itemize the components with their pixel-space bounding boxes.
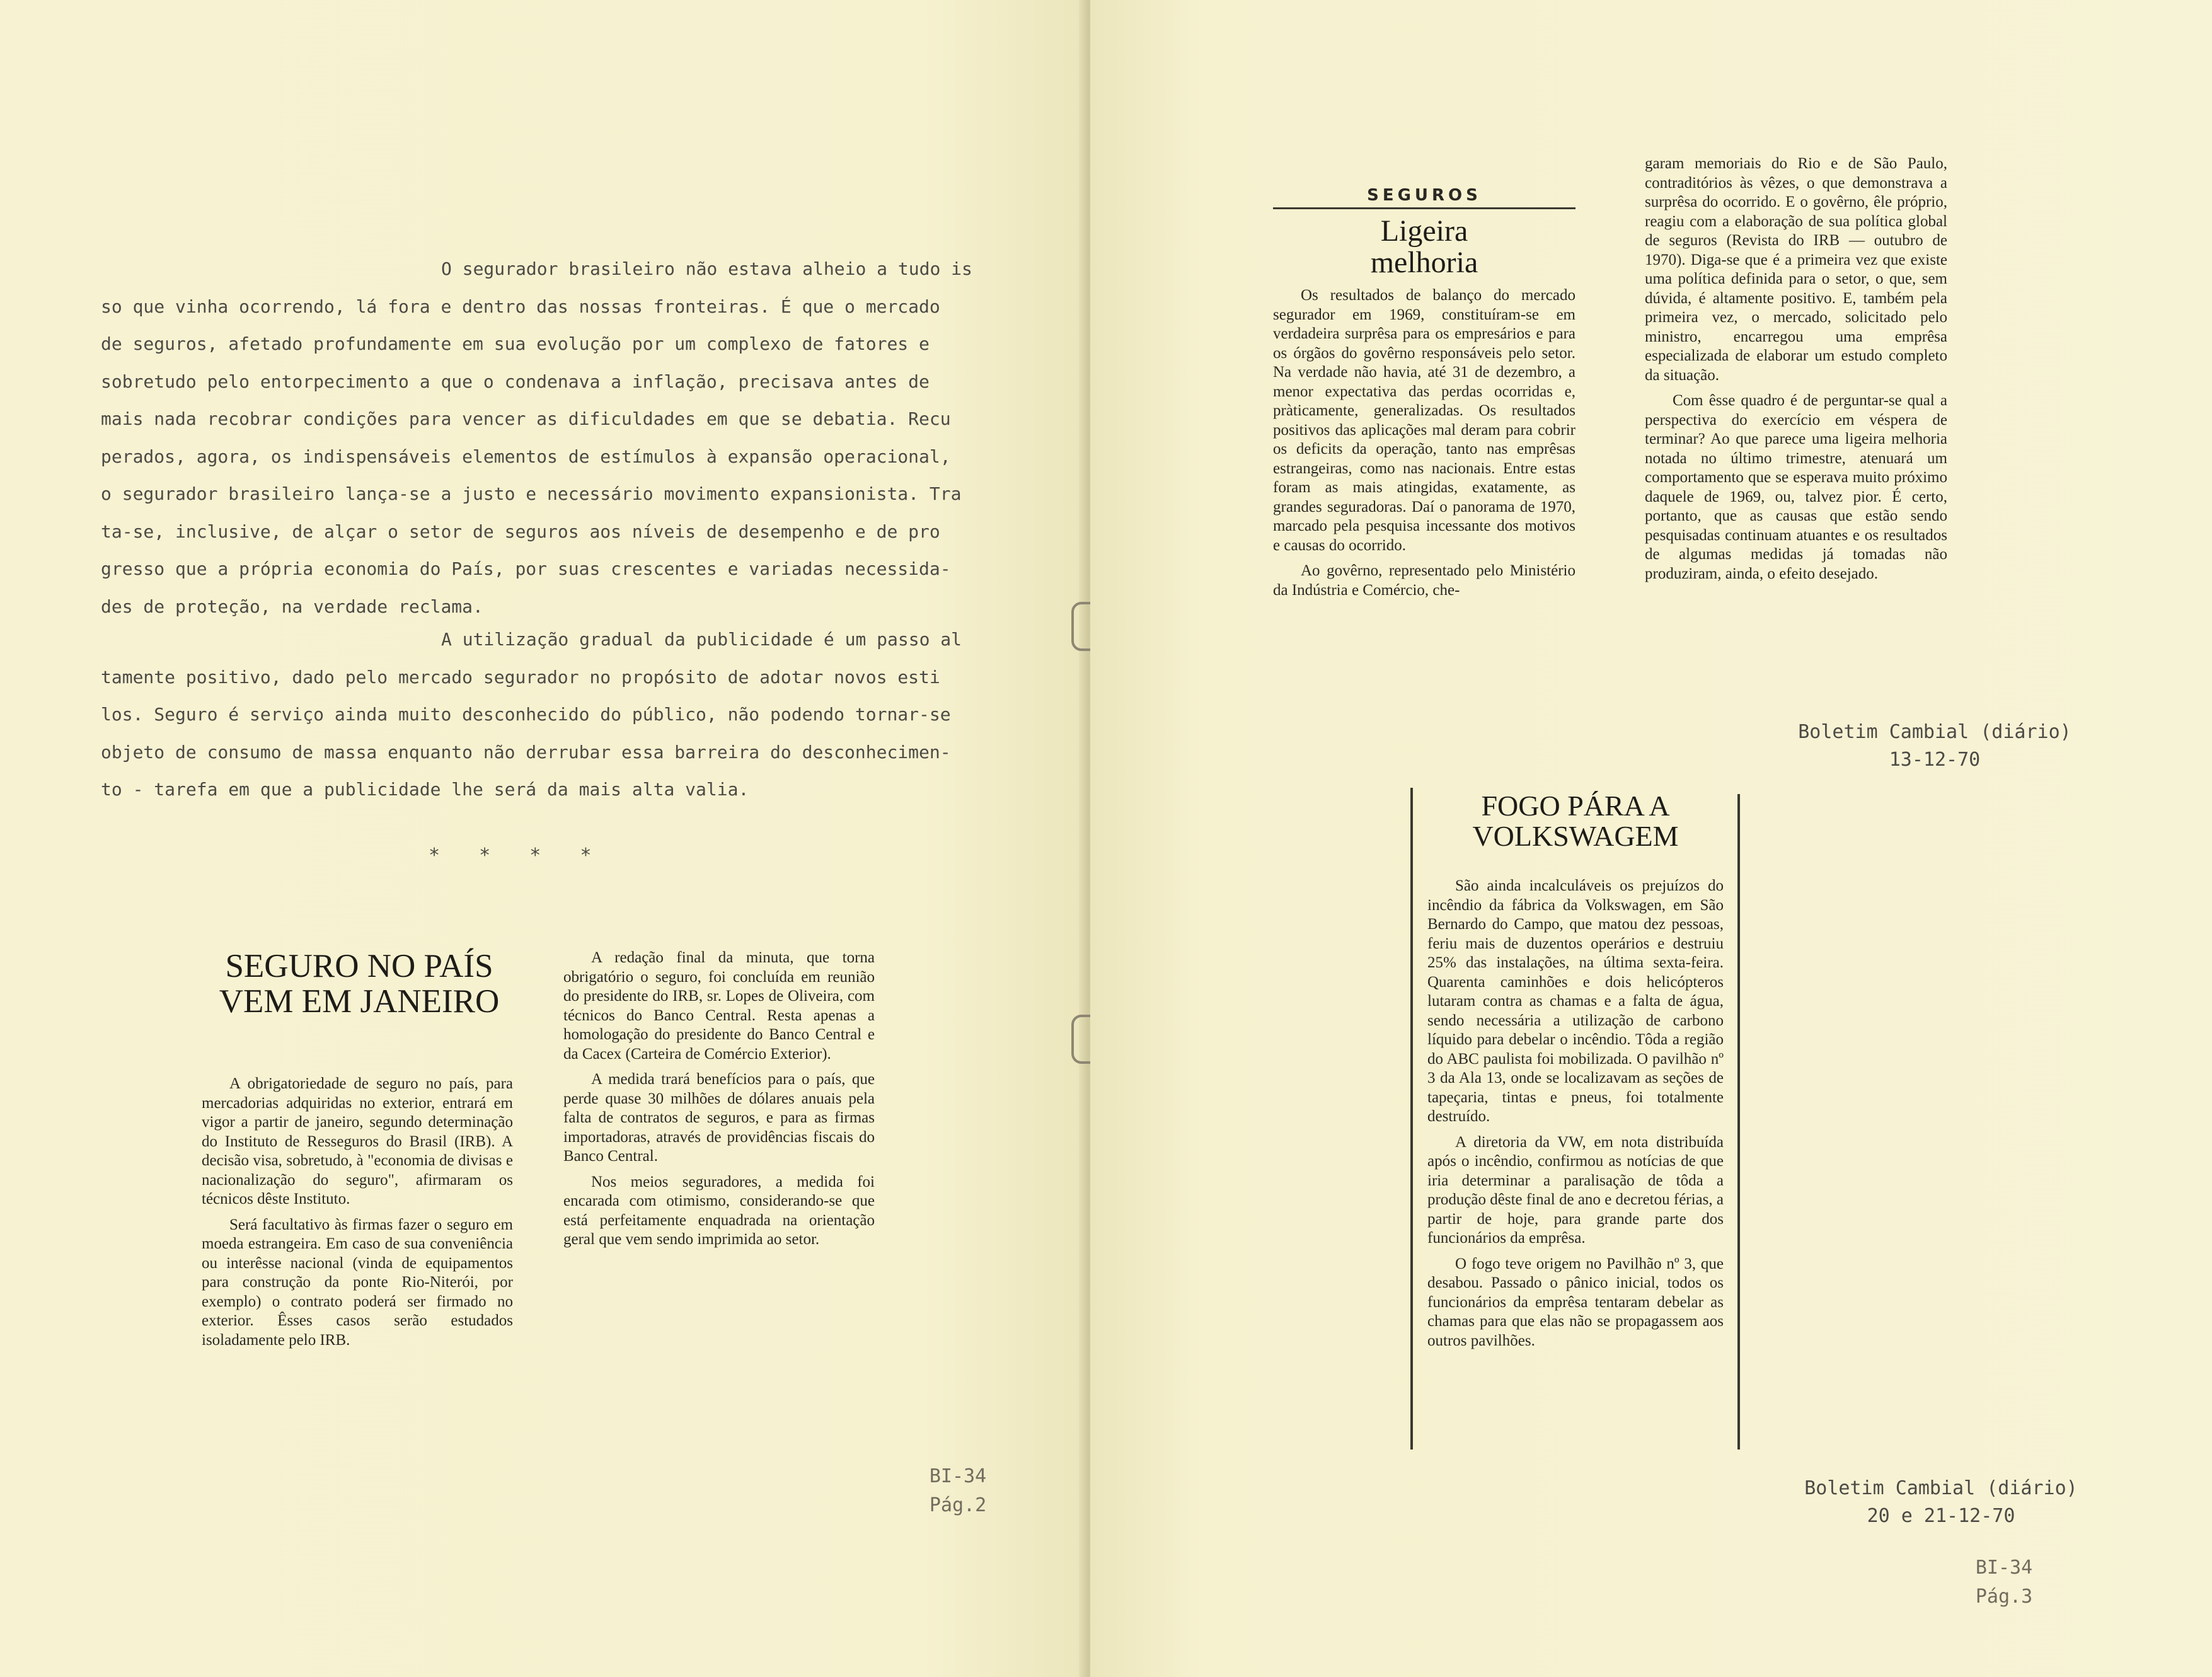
page-code: BI-34 <box>929 1465 987 1487</box>
text-line: o segurador brasileiro lança-se a justo e necessário movimento expansionista. Tra <box>101 483 962 504</box>
headline-line: VOLKSWAGEM <box>1472 820 1679 852</box>
text-line: A utilização gradual da publicidade é um passo al <box>441 629 962 650</box>
section-kicker: SEGUROS <box>1273 186 1575 209</box>
column-rule <box>1737 794 1740 1449</box>
source-boletim-cambial-1 <box>1752 718 2117 774</box>
clipping-seguro-no-pais <box>202 948 895 1472</box>
headline-line: SEGURO NO PAÍS <box>225 948 493 984</box>
article-paragraph: garam memoriais do Rio e de São Paulo, contraditórios às vêzes, o que demonstrava a surprêsa do ocorrido. E o govêrno, êle próprio, reagiu com a elaboração de sua política global de seguros (Revista do IRB — outubro de 1970). Diga-se que é a primeira vez que existe uma política definida para o setor, o que, sem dúvida, é altamente positivo. E, também pela primeira vez, o mercado, solicitado pelo ministro, encarregou uma emprêsa especializada de elaborar um estudo completo da situação. <box>1645 155 1947 384</box>
clipping-column-2 <box>1645 154 1947 590</box>
text-line: tamente positivo, dado pelo mercado segurador no propósito de adotar novos esti <box>101 666 940 688</box>
text-line: so que vinha ocorrendo, lá fora e dentro das nossas fronteiras. É que o mercado <box>101 296 940 317</box>
article-column-2 <box>563 948 875 1256</box>
clipping-fogo-volkswagem <box>1427 791 1724 1453</box>
clipping-headline <box>202 948 517 1019</box>
intro-paragraph-1 <box>101 250 1008 625</box>
article-body <box>1427 877 1724 1351</box>
article-column-1 <box>202 1075 513 1356</box>
page-code: BI-34 <box>1975 1557 2033 1579</box>
text-line: gresso que a própria economia do País, por suas crescentes e variadas necessida- <box>101 558 951 579</box>
page-footer <box>1947 1553 2061 1611</box>
text-line: los. Seguro é serviço ainda muito desconhecido do público, não podendo tornar-se <box>101 704 951 725</box>
text-line: objeto de consumo de massa enquanto não derrubar essa barreira do desconhecimen- <box>101 741 951 763</box>
section-separator: * * * * <box>429 844 606 867</box>
article-paragraph: Será facultativo às firmas fazer o seguro em moeda estrangeira. Em caso de sua conveniência ou interêsse nacional (vinda de equipamentos para construção da ponte Rio-Niterói, por exemplo) o contrato poderá ser firmado no exterior. Êsses casos serão estudados isoladamente pelo IRB. <box>202 1216 513 1349</box>
source-title: Boletim Cambial (diário) <box>1798 721 2071 743</box>
article-paragraph: Nos meios seguradores, a medida foi encarada com otimismo, considerando-se que está perfeitamente enquadrada na orientação geral que vem sendo imprimida ao setor. <box>563 1173 875 1248</box>
source-title: Boletim Cambial (diário) <box>1804 1477 2078 1499</box>
text-line: de seguros, afetado profundamente em sua evolução por um complexo de fatores e <box>101 333 930 354</box>
text-line: to - tarefa em que a publicidade lhe será da mais alta valia. <box>101 779 749 800</box>
article-paragraph: A redação final da minuta, que torna obrigatório o seguro, foi concluída em reunião do presidente do IRB, sr. Lopes de Oliveira, com técnicos do Banco Central. Resta apenas a homologação do presidente do Banco Central e da Cacex (Carteira de Comércio Exterior). <box>563 949 875 1063</box>
column-rule <box>1410 788 1413 1449</box>
headline-line: VEM EM JANEIRO <box>219 983 500 1020</box>
article-paragraph: São ainda incalculáveis os prejuízos do incêndio da fábrica da Volkswagen, em São Bernardo do Campo, que matou dez pessoas, feriu mais de duzentos operários e destruiu 25% das instalações, na última sexta-feira. Quarenta caminhões e dois helicópteros lutaram contra as chamas e a falta de água, sendo necessária a utilização de carbono líquido para debelar o incêndio. Tôda a região do ABC paulista foi mobilizada. O pavilhão nº 3 da Ala 13, onde se localizavam as seções de tapeçaria, tintas e pneus, foi totalmente destruído. <box>1427 877 1724 1125</box>
headline-line: Ligeira <box>1380 214 1468 248</box>
page-footer <box>901 1462 1015 1520</box>
article-paragraph: A diretoria da VW, em nota distribuída após o incêndio, confirmou as notícias de que iria determinar a paralisação de tôda a produção dêste final de ano e decretou férias, a partir de hoje, para grande parte dos funcionários da emprêsa. <box>1427 1133 1724 1247</box>
text-line: des de proteção, na verdade reclama. <box>101 596 483 617</box>
article-paragraph: Os resultados de balanço do mercado segurador em 1969, constituíram-se em verdadeira surprêsa para os empresários e para os órgãos do govêrno responsáveis pelo setor. Na verdade não havia, até 31 de dezembro, a menor expectativa das perdas ocorridas e, pràticamente, generalizadas. Os resultados positivos das aplicações mal deram para cobrir os deficits da operação, tanto nas emprêsas estrangeiras, como nas nacionais. Entre estas foram as mais atingidas, exatamente, as grandes seguradoras. Daí o panorama de 1970, marcado pela pesquisa incessante dos motivos e causas do ocorrido. <box>1273 287 1575 554</box>
headline-line: melhoria <box>1370 246 1478 279</box>
text-line: perados, agora, os indispensáveis elementos de estímulos à expansão operacional, <box>101 446 951 467</box>
clipping-ligeira-melhoria <box>1273 154 2130 677</box>
intro-paragraph-2 <box>101 621 1008 809</box>
source-boletim-cambial-2 <box>1758 1475 2124 1530</box>
text-line: mais nada recobrar condições para vencer as dificuldades em que se debatia. Recu <box>101 408 951 429</box>
text-line: ta-se, inclusive, de alçar o setor de seguros aos níveis de desempenho e de pro <box>101 521 940 542</box>
article-paragraph: O fogo teve origem no Pavilhão nº 3, que desabou. Passado o pânico inicial, todos os funcionários da emprêsa tentaram debelar as chamas para que elas não se propagassem aos outros pavilhões. <box>1427 1255 1724 1349</box>
page-number: Pág.2 <box>929 1494 987 1516</box>
article-paragraph: A medida trará benefícios para o país, que perde quase 30 milhões de dólares anuais pela falta de contratos de seguros, e para as firmas importadoras, através de providências fiscais do Banco Central. <box>563 1071 875 1165</box>
right-page <box>1090 0 2212 1677</box>
article-paragraph: Com êsse quadro é de perguntar-se qual a perspectiva do exercício em véspera de terminar? Ao que parece uma ligeira melhoria notada no último trimestre, atenuará um comportamento que se esperava muito próximo daquele de 1969, ou, talvez pior. É certo, portanto, que as causas que estão sendo pesquisadas continuam atuantes e os resultados de algumas medidas já tomadas não produziram, ainda, o efeito desejado. <box>1645 392 1947 582</box>
headline-line: FOGO PÁRA A <box>1481 790 1670 822</box>
text-line: sobretudo pelo entorpecimento a que o condenava a inflação, precisava antes de <box>101 371 930 392</box>
clipping-column-1 <box>1273 186 1575 606</box>
article-body <box>1273 286 1575 600</box>
article-paragraph: Ao govêrno, representado pelo Ministério da Indústria e Comércio, che- <box>1273 562 1575 599</box>
left-page <box>0 0 1084 1677</box>
page-number: Pág.3 <box>1975 1586 2033 1608</box>
source-date: 13-12-70 <box>1889 749 1981 771</box>
source-date: 20 e 21-12-70 <box>1867 1505 2015 1527</box>
article-paragraph: A obrigatoriedade de seguro no país, para mercadorias adquiridas no exterior, entrará em vigor a partir de janeiro, segundo determinação do Instituto de Resseguros do Brasil (IRB). A decisão visa, sobretudo, à "economia de divisas e nacionalização do seguro", afirmaram os técnicos dêste Instituto. <box>202 1075 513 1207</box>
text-line: O segurador brasileiro não estava alheio a tudo is <box>441 258 972 279</box>
